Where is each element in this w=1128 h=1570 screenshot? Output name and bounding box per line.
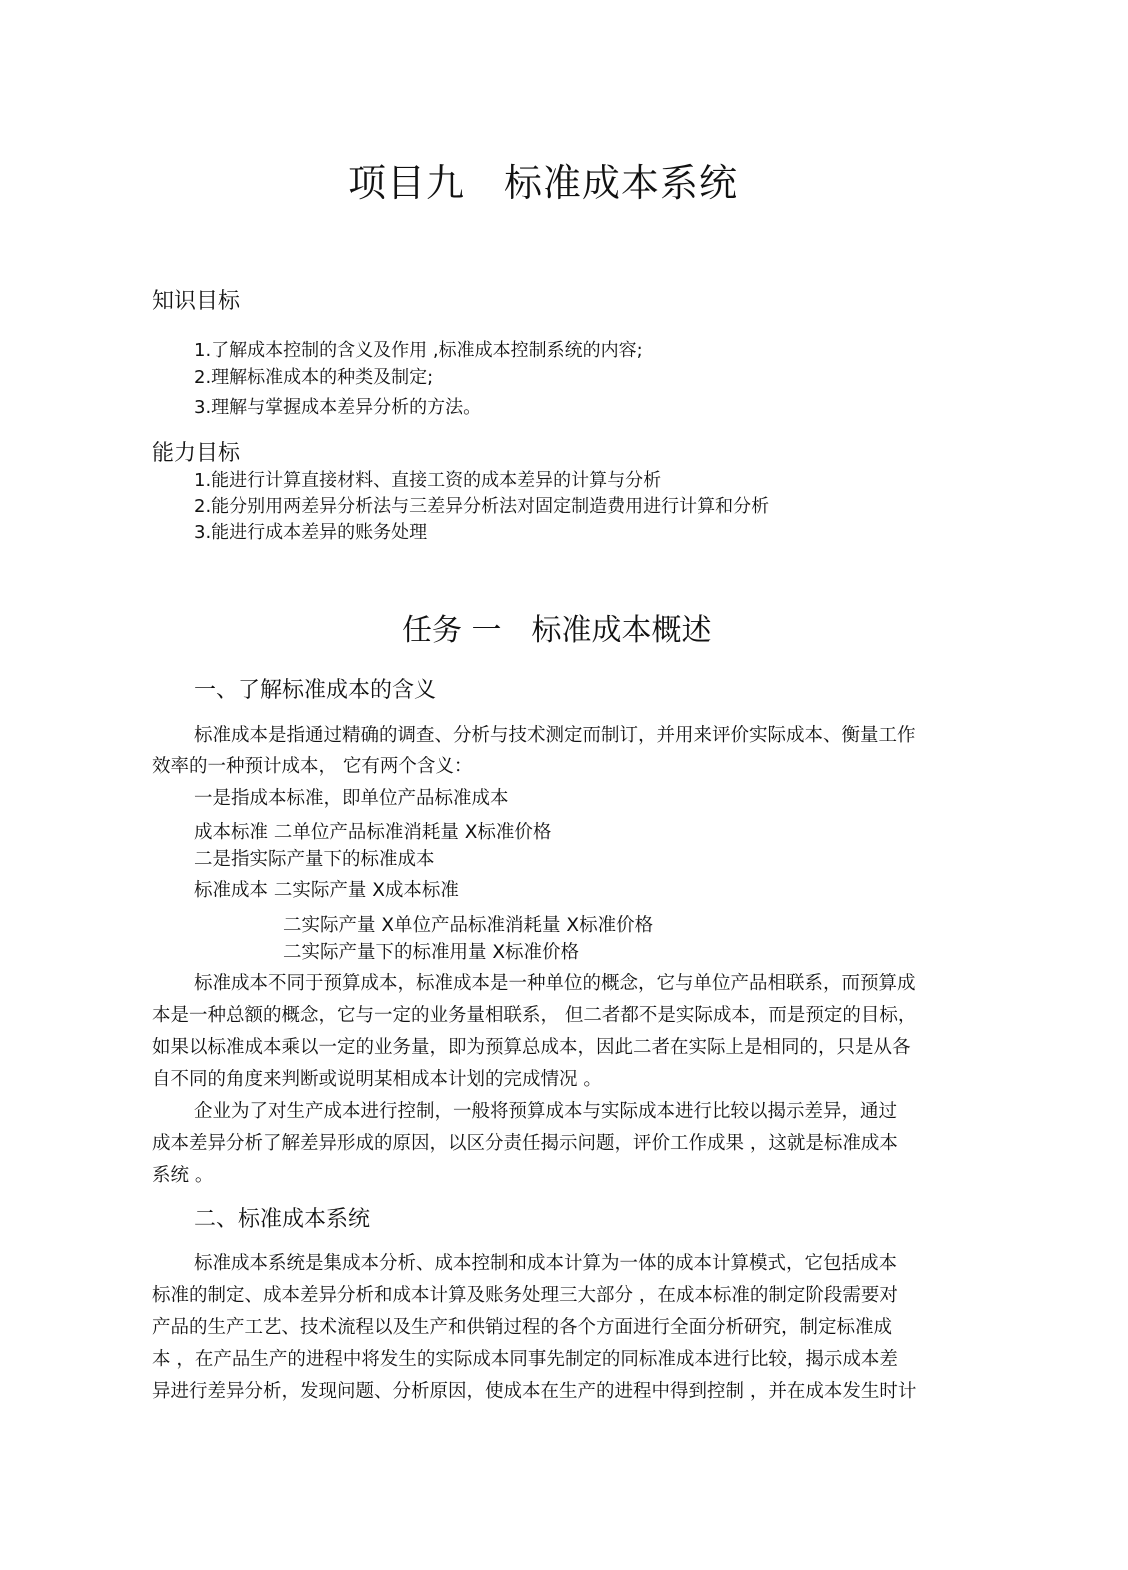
paragraph-line: 自不同的角度来判断或说明某相成本计划的完成情况 。 [152, 1069, 602, 1090]
knowledge-item: 3.理解与掌握成本差异分析的方法。 [194, 397, 482, 418]
formula-line: 二实际产量下的标准用量 X标准价格 [283, 942, 580, 963]
ability-item: 2.能分别用两差异分析法与三差异分析法对固定制造费用进行计算和分析 [194, 496, 770, 517]
ability-item: 1.能进行计算直接材料、直接工资的成本差异的计算与分析 [194, 470, 662, 491]
formula-line: 二是指实际产量下的标准成本 [194, 849, 435, 870]
task-title: 任务 一 标准成本概述 [402, 613, 712, 648]
formula-line: 二实际产量 X单位产品标准消耗量 X标准价格 [283, 915, 654, 936]
page-title: 项目九 标准成本系统 [348, 161, 739, 205]
paragraph-line: 成本差异分析了解差异形成的原因，以区分责任揭示问题，评价工作成果 ，这就是标准成本 [152, 1133, 898, 1154]
section-heading: 二、标准成本系统 [194, 1207, 371, 1232]
ability-heading: 能力目标 [152, 441, 241, 466]
paragraph-line: 如果以标准成本乘以一定的业务量，即为预算总成本，因此二者在实际上是相同的，只是从各 [152, 1037, 911, 1058]
formula-line: 标准成本 二实际产量 X成本标准 [194, 880, 459, 901]
paragraph-line: 标准成本是指通过精确的调查、分析与技术测定而制订，并用来评价实际成本、衡量工作 [194, 725, 916, 746]
formula-line: 成本标准 二单位产品标准消耗量 X标准价格 [194, 822, 552, 843]
ability-item: 3.能进行成本差异的账务处理 [194, 522, 428, 543]
paragraph-line: 本 ，在产品生产的进程中将发生的实际成本同事先制定的同标准成本进行比较，揭示成本差 [152, 1349, 898, 1370]
knowledge-item: 1.了解成本控制的含义及作用 ,标准成本控制系统的内容; [194, 340, 643, 361]
section-heading: 一、了解标准成本的含义 [194, 678, 437, 703]
knowledge-heading: 知识目标 [152, 289, 241, 314]
paragraph-line: 本是一种总额的概念，它与一定的业务量相联系， 但二者都不是实际成本，而是预定的目标， [152, 1005, 917, 1026]
paragraph-line: 标准成本系统是集成本分析、成本控制和成本计算为一体的成本计算模式，它包括成本 [194, 1253, 898, 1274]
paragraph-line: 标准成本不同于预算成本，标准成本是一种单位的概念，它与单位产品相联系，而预算成 [194, 973, 916, 994]
paragraph-line: 系统 。 [152, 1165, 214, 1186]
formula-line: 一是指成本标准，即单位产品标准成本 [194, 788, 509, 809]
knowledge-item: 2.理解标准成本的种类及制定; [194, 367, 434, 388]
paragraph-line: 异进行差异分析，发现问题、分析原因，使成本在生产的进程中得到控制 ，并在成本发生时计 [152, 1381, 917, 1402]
paragraph-line: 产品的生产工艺、技术流程以及生产和供销过程的各个方面进行全面分析研究，制定标准成 [152, 1317, 893, 1338]
paragraph-line: 效率的一种预计成本， 它有两个含义： [152, 756, 473, 777]
paragraph-line: 企业为了对生产成本进行控制，一般将预算成本与实际成本进行比较以揭示差异，通过 [194, 1101, 898, 1122]
paragraph-line: 标准的制定、成本差异分析和成本计算及账务处理三大部分 ，在成本标准的制定阶段需要对 [152, 1285, 898, 1306]
